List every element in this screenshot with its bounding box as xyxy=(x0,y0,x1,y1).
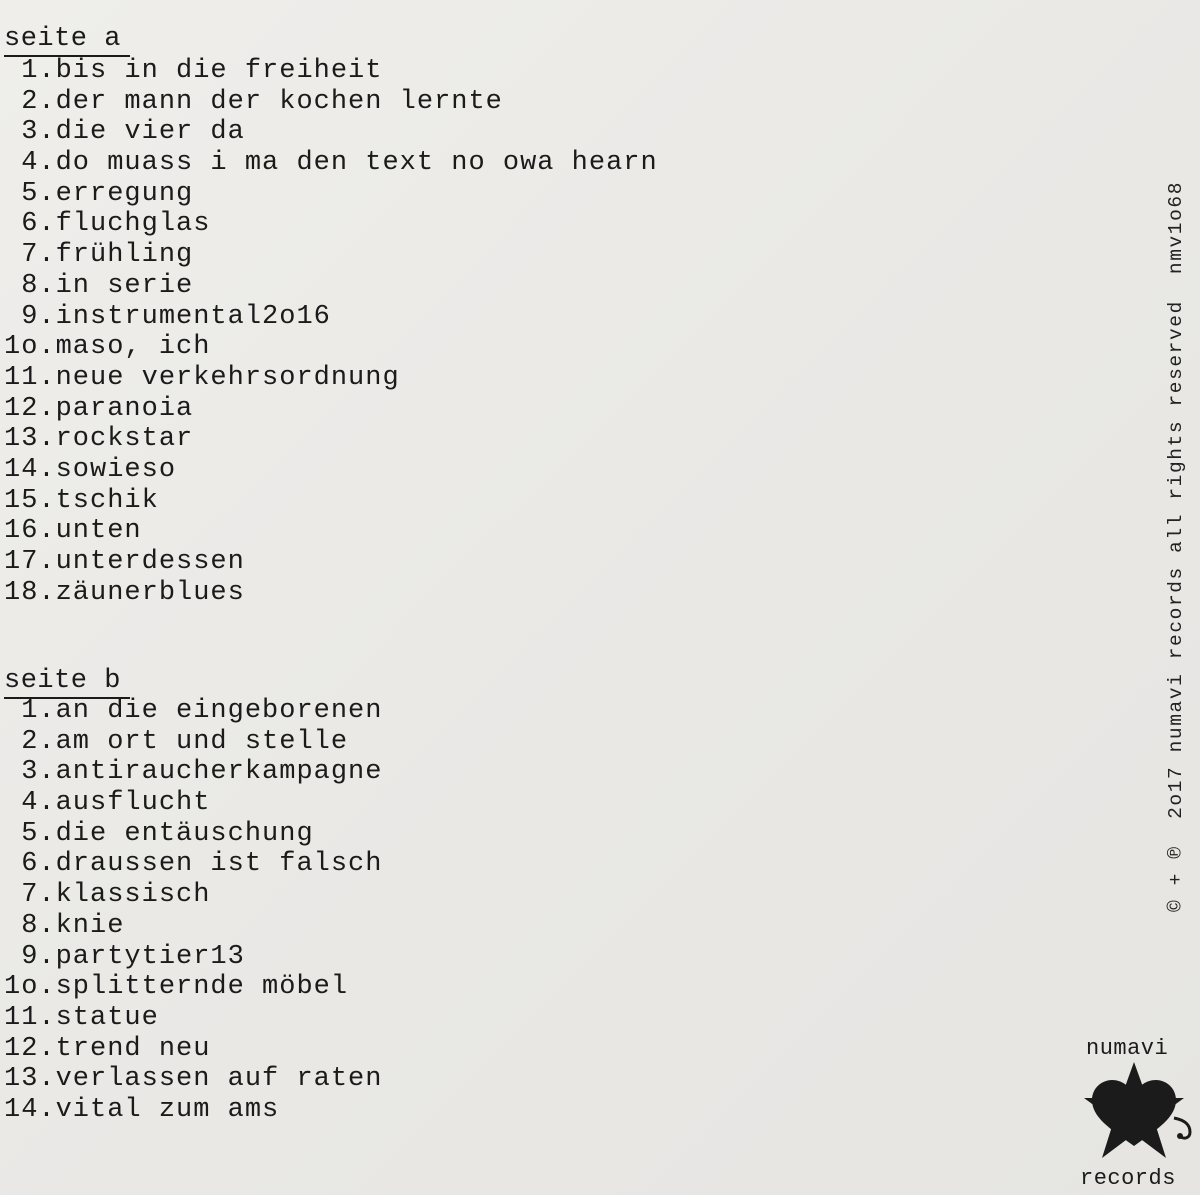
track-item: 17.unterdessen xyxy=(4,547,245,577)
side-a-heading: seite a xyxy=(4,24,121,54)
track-item: 1.an die eingeborenen xyxy=(4,696,383,726)
track-item: 5.erregung xyxy=(4,178,194,209)
track-item: 14.vital zum ams xyxy=(4,1094,280,1125)
side-b-tracklist xyxy=(4,696,382,1126)
side-a-tracklist xyxy=(4,56,658,608)
track-item: 1o.maso, ich xyxy=(4,332,211,363)
track-item: 4.ausflucht xyxy=(4,788,211,819)
track-item: 14.sowieso xyxy=(4,454,177,485)
track-item: 1.bis in die freiheit xyxy=(4,56,383,86)
logo-bottom-text: records xyxy=(1080,1166,1176,1191)
track-item: 1o.splitternde möbel xyxy=(4,972,349,1003)
side-b-heading: seite b xyxy=(4,666,121,696)
track-item: 6.draussen ist falsch xyxy=(4,849,383,880)
logo-top-text: numavi xyxy=(1086,1036,1169,1061)
track-item: 8.knie xyxy=(4,910,125,941)
track-item: 7.frühling xyxy=(4,240,194,271)
track-item: 2.am ort und stelle xyxy=(4,726,349,757)
track-item: 4.do muass i ma den text no owa hearn xyxy=(4,148,658,179)
copyright-text: © + ℗ 2o17 numavi records all rights reserved xyxy=(1165,300,1187,912)
track-item: 6.fluchglas xyxy=(4,209,211,240)
track-item: 8.in serie xyxy=(4,270,194,301)
track-item: 2.der mann der kochen lernte xyxy=(4,86,503,117)
track-item: 16.unten xyxy=(4,516,142,547)
side-a-section xyxy=(4,22,658,608)
track-item: 9.instrumental2o16 xyxy=(4,301,331,332)
track-item: 9.partytier13 xyxy=(4,941,245,972)
track-item: 13.rockstar xyxy=(4,424,194,455)
label-logo xyxy=(1072,1036,1200,1195)
track-item: 3.antiraucherkampagne xyxy=(4,757,383,788)
side-b-section xyxy=(4,664,382,1126)
track-item: 11.neue verkehrsordnung xyxy=(4,362,400,393)
heart-star-logo-icon xyxy=(1072,1060,1200,1172)
catalog-number: nmv1o68 xyxy=(1165,180,1187,275)
track-item: 12.trend neu xyxy=(4,1033,211,1064)
track-item: 5.die entäuschung xyxy=(4,818,314,849)
track-item: 13.verlassen auf raten xyxy=(4,1064,383,1095)
rights-notice xyxy=(1165,181,1187,912)
track-item: 15.tschik xyxy=(4,485,159,516)
track-item: 12.paranoia xyxy=(4,393,194,424)
track-item: 11.statue xyxy=(4,1002,159,1033)
track-item: 3.die vier da xyxy=(4,117,245,148)
track-item: 7.klassisch xyxy=(4,880,211,911)
track-item: 18.zäunerblues xyxy=(4,577,245,608)
